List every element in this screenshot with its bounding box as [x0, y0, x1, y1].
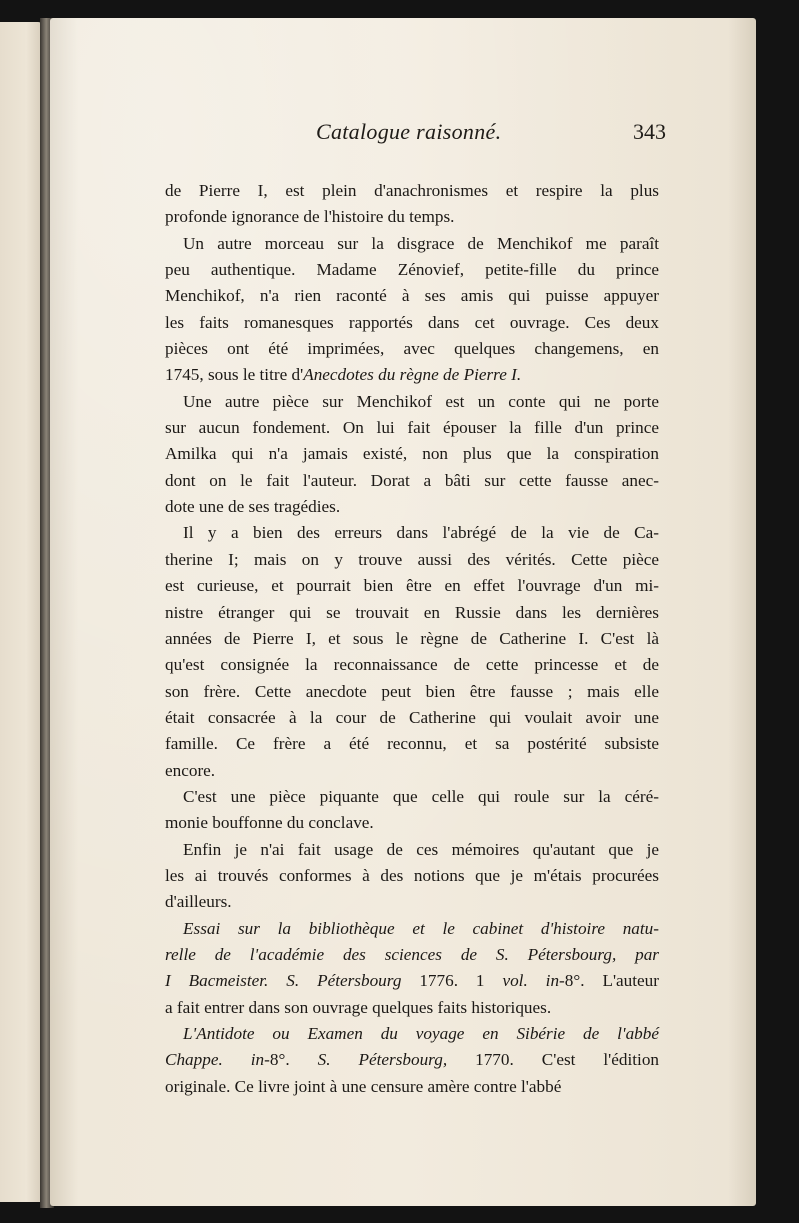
- text-segment: therine I; mais on y trouve aussi des vérités. Cette pièce: [165, 549, 659, 569]
- running-title: Catalogue raisonné.: [316, 119, 502, 144]
- text-segment: dote une de ses tragédies.: [165, 497, 341, 517]
- text-segment: années de Pierre I, et sous le règne de Catherine I. C'est là: [165, 628, 659, 648]
- text-segment: qu'est consignée la reconnaissance de cette princesse et de: [165, 655, 659, 675]
- italic-text-segment: Chappe. in: [165, 1050, 265, 1070]
- text-line: [165, 231, 659, 257]
- text-segment: a fait entrer dans son ouvrage quelques faits historiques.: [165, 997, 552, 1017]
- text-line: [165, 1021, 659, 1047]
- text-line: [165, 441, 659, 467]
- text-line: [165, 204, 659, 230]
- body-text: [165, 178, 659, 1100]
- book-page: [50, 18, 756, 1206]
- text-segment: Menchikof, n'a rien raconté à ses amis qui puisse appuyer: [165, 286, 659, 306]
- text-line: [165, 705, 659, 731]
- text-line: [165, 415, 659, 441]
- text-segment: Enfin je n'ai fait usage de ces mémoires qu'autant que je: [183, 839, 659, 859]
- text-segment: originale. Ce livre joint à une censure amère contre l'abbé: [165, 1076, 562, 1096]
- text-line: [165, 547, 659, 573]
- text-segment: était consacrée à la cour de Catherine qui voulait avoir une: [165, 707, 659, 727]
- text-segment: d'ailleurs.: [165, 892, 232, 912]
- text-segment: 1776. 1: [401, 971, 503, 991]
- text-line: [165, 942, 659, 968]
- text-segment: 1770. C'est l'édition: [447, 1050, 660, 1070]
- text-line: [165, 494, 659, 520]
- text-segment: -8°. L'auteur: [559, 971, 659, 991]
- italic-text-segment: vol. in: [502, 971, 560, 991]
- text-segment: Il y a bien des erreurs dans l'abrégé de la vie de Ca-: [183, 523, 659, 543]
- italic-text-segment: Anecdotes du règne de Pierre I.: [303, 365, 522, 385]
- text-line: [165, 995, 659, 1021]
- text-line: [165, 889, 659, 915]
- left-page-edge: [0, 22, 44, 1202]
- text-line: [165, 1074, 659, 1100]
- text-segment: Un autre morceau sur la disgrace de Menchikof me paraît: [183, 233, 659, 253]
- text-line: [165, 573, 659, 599]
- text-line: [165, 520, 659, 546]
- text-segment: Une autre pièce sur Menchikof est un conte qui ne porte: [183, 391, 659, 411]
- text-line: [165, 784, 659, 810]
- text-line: [165, 336, 659, 362]
- italic-text-segment: relle de l'académie des sciences de S. Pétersbourg, par: [165, 944, 659, 964]
- text-segment: sur aucun fondement. On lui fait épouser la fille d'un prince: [165, 418, 659, 438]
- page-number: 343: [633, 119, 666, 144]
- text-line: [165, 257, 659, 283]
- text-segment: peu authentique. Madame Zénovief, petite-fille du prince: [165, 260, 659, 280]
- text-segment: C'est une pièce piquante que celle qui roule sur la céré-: [183, 786, 659, 806]
- text-line: [165, 468, 659, 494]
- text-line: [165, 1047, 659, 1073]
- text-segment: monie bouffonne du conclave.: [165, 813, 374, 833]
- text-line: [165, 863, 659, 889]
- italic-text-segment: L'Antidote ou Examen du voyage en Sibérie de l'abbé: [183, 1024, 659, 1043]
- text-line: [165, 626, 659, 652]
- text-segment: Amilka qui n'a jamais existé, non plus que la conspiration: [165, 444, 659, 464]
- text-segment: les faits romanesques rapportés dans cet ouvrage. Ces deux: [165, 312, 659, 332]
- text-segment: son frère. Cette anecdote peut bien être fausse ; mais elle: [165, 681, 659, 701]
- italic-text-segment: Essai sur la bibliothèque et le cabinet d'histoire natu-: [183, 918, 659, 938]
- text-line: [165, 968, 659, 994]
- text-line: [165, 679, 659, 705]
- text-segment: de Pierre I, est plein d'anachronismes et respire la plus: [165, 181, 659, 200]
- text-segment: est curieuse, et pourrait bien être en effet l'ouvrage d'un mi-: [165, 576, 659, 596]
- text-segment: pièces ont été imprimées, avec quelques changemens, en: [165, 339, 659, 359]
- text-line: [165, 389, 659, 415]
- text-segment: profonde ignorance de l'histoire du temps.: [165, 207, 455, 227]
- text-line: [165, 362, 659, 388]
- text-segment: 1745, sous le titre d': [165, 365, 304, 385]
- text-line: [165, 178, 659, 204]
- text-line: [165, 837, 659, 863]
- text-line: [165, 652, 659, 678]
- page-header: [316, 119, 666, 159]
- text-line: [165, 916, 659, 942]
- text-segment: dont on le fait l'auteur. Dorat a bâti sur cette fausse anec-: [165, 470, 659, 490]
- text-segment: -8°.: [264, 1050, 318, 1070]
- text-line: [165, 310, 659, 336]
- text-line: [165, 283, 659, 309]
- text-segment: nistre étranger qui se trouvait en Russie dans les dernières: [165, 602, 659, 622]
- italic-text-segment: S. Pétersbourg,: [317, 1050, 448, 1070]
- text-line: [165, 600, 659, 626]
- text-line: [165, 731, 659, 757]
- text-segment: famille. Ce frère a été reconnu, et sa postérité subsiste: [165, 734, 659, 754]
- text-line: [165, 810, 659, 836]
- text-segment: encore.: [165, 760, 216, 780]
- italic-text-segment: I Bacmeister. S. Pétersbourg: [165, 971, 402, 991]
- text-line: [165, 758, 659, 784]
- text-segment: les ai trouvés conformes à des notions que je m'étais procurées: [165, 865, 659, 885]
